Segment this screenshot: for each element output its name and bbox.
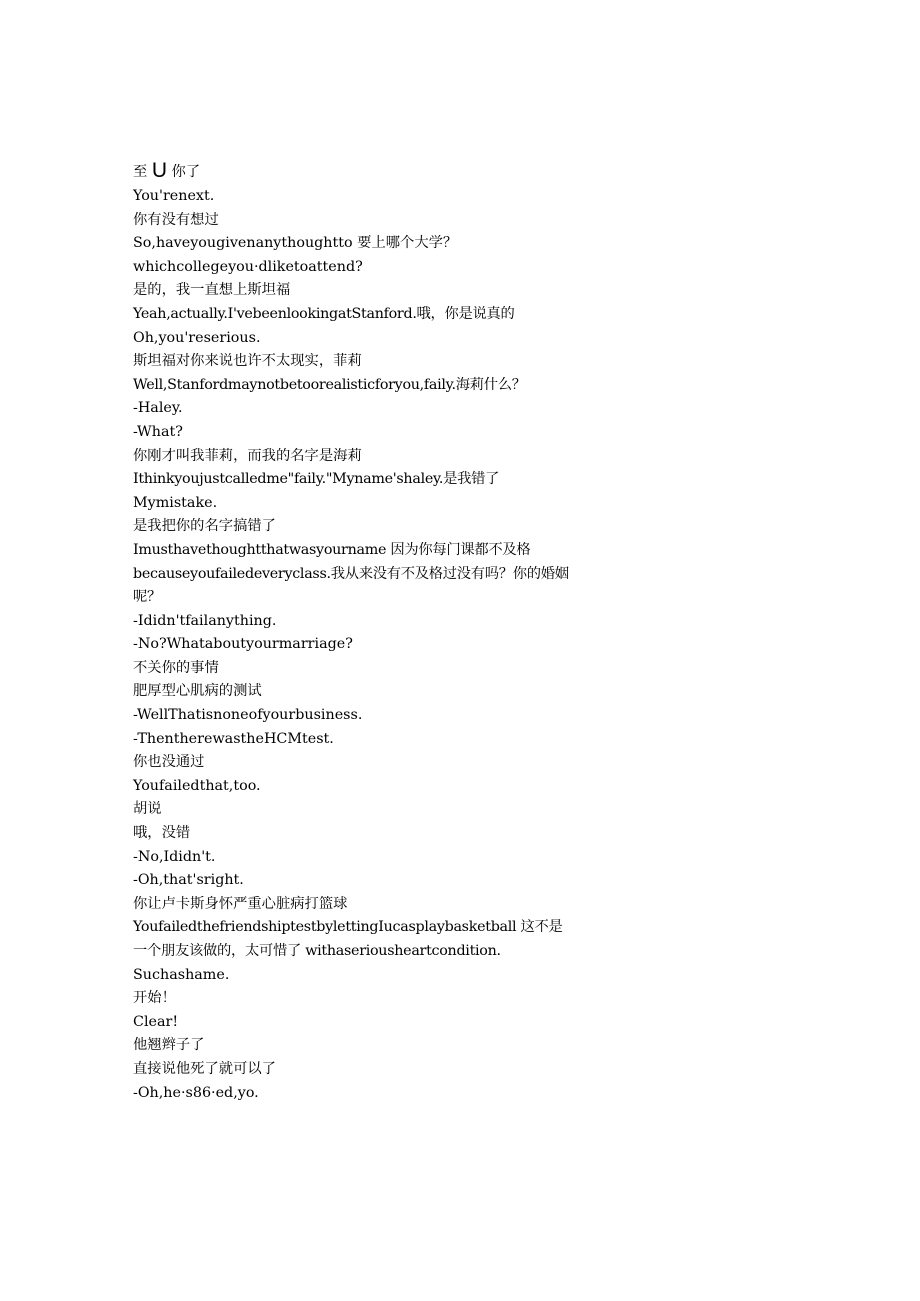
transcript-line: whichcollegeyou·dliketoattend? [133, 258, 363, 275]
transcript-line: 斯坦福对你来说也许不太现实，菲莉 [133, 353, 362, 370]
transcript-line: 哦，没错 [133, 825, 191, 842]
transcript-line: YoufailedthefriendshiptestbylettingIucasplaybasketball 这不是一个朋友该做的，太可惜了 withaseriousheartcondition. [133, 919, 563, 959]
transcript-line: 胡说 [133, 801, 162, 818]
transcript-line: -Oh,he·s86·ed,yo. [133, 1084, 259, 1101]
transcript-line: Yeah,actually.I'vebeenlookingatStanford.哦，你是说真的 [133, 305, 515, 322]
transcript-line: Mymistake. [133, 494, 218, 511]
transcript-line: 肥厚型心肌病的测试 [133, 683, 262, 700]
transcript-line: Imusthavethoughtthatwasyourname 因为你每门课都不及格 [133, 541, 531, 558]
transcript-line: Well,Stanfordmaynotbetoorealisticforyou,faily.海莉什么？ [133, 376, 526, 393]
transcript-line: 开始！ [133, 990, 176, 1007]
transcript-line: -WellThatisnoneofyourbusiness. [133, 707, 363, 724]
transcript-line: Suchashame. [133, 966, 230, 983]
transcript-line: 你有没有想过 [133, 211, 219, 228]
transcript-line: Ithinkyoujustcalledme"faily."Myname'shaley.是我错了 [133, 471, 500, 488]
transcript-line: -What? [133, 423, 183, 440]
transcript-body [133, 158, 573, 1105]
transcript-line: -No?Whataboutyourmarriage? [133, 636, 353, 653]
transcript-line: Youfailedthat,too. [133, 777, 261, 794]
transcript-line: -No,Ididn't. [133, 848, 216, 865]
transcript-line: Oh,you'reserious. [133, 329, 261, 346]
heading-big-letter: U [151, 159, 168, 182]
transcript-line: becauseyoufailedeveryclass.我从来没有不及格过没有吗？你的婚姻呢？ [133, 565, 569, 606]
transcript-line-heading [133, 158, 573, 185]
transcript-line: -Haley. [133, 400, 183, 417]
transcript-line: 你让卢卡斯身怀严重心脏病打篮球 [133, 895, 348, 912]
transcript-line: 不关你的事情 [133, 659, 219, 676]
transcript-line: -Ididn'tfailanything. [133, 612, 277, 629]
transcript-line: -Oh,that'sright. [133, 872, 244, 889]
transcript-line: -ThentherewastheHCMtest. [133, 730, 334, 747]
transcript-line: 你也没通过 [133, 754, 205, 771]
transcript-line: 是我把你的名字搞错了 [133, 518, 276, 535]
transcript-line: So,haveyougivenanythoughtto 要上哪个大学？ [133, 235, 458, 252]
transcript-line: Clear! [133, 1013, 179, 1030]
transcript-line: 是的，我一直想上斯坦福 [133, 282, 291, 299]
heading-prefix: 至 [133, 164, 152, 180]
transcript-line: 你刚才叫我菲莉，而我的名字是海莉 [133, 447, 362, 464]
transcript-line: 直接说他死了就可以了 [133, 1060, 276, 1077]
transcript-line: 他翘辫子了 [133, 1037, 205, 1054]
transcript-line: You'renext. [133, 188, 215, 204]
heading-suffix: 你了 [167, 164, 201, 180]
